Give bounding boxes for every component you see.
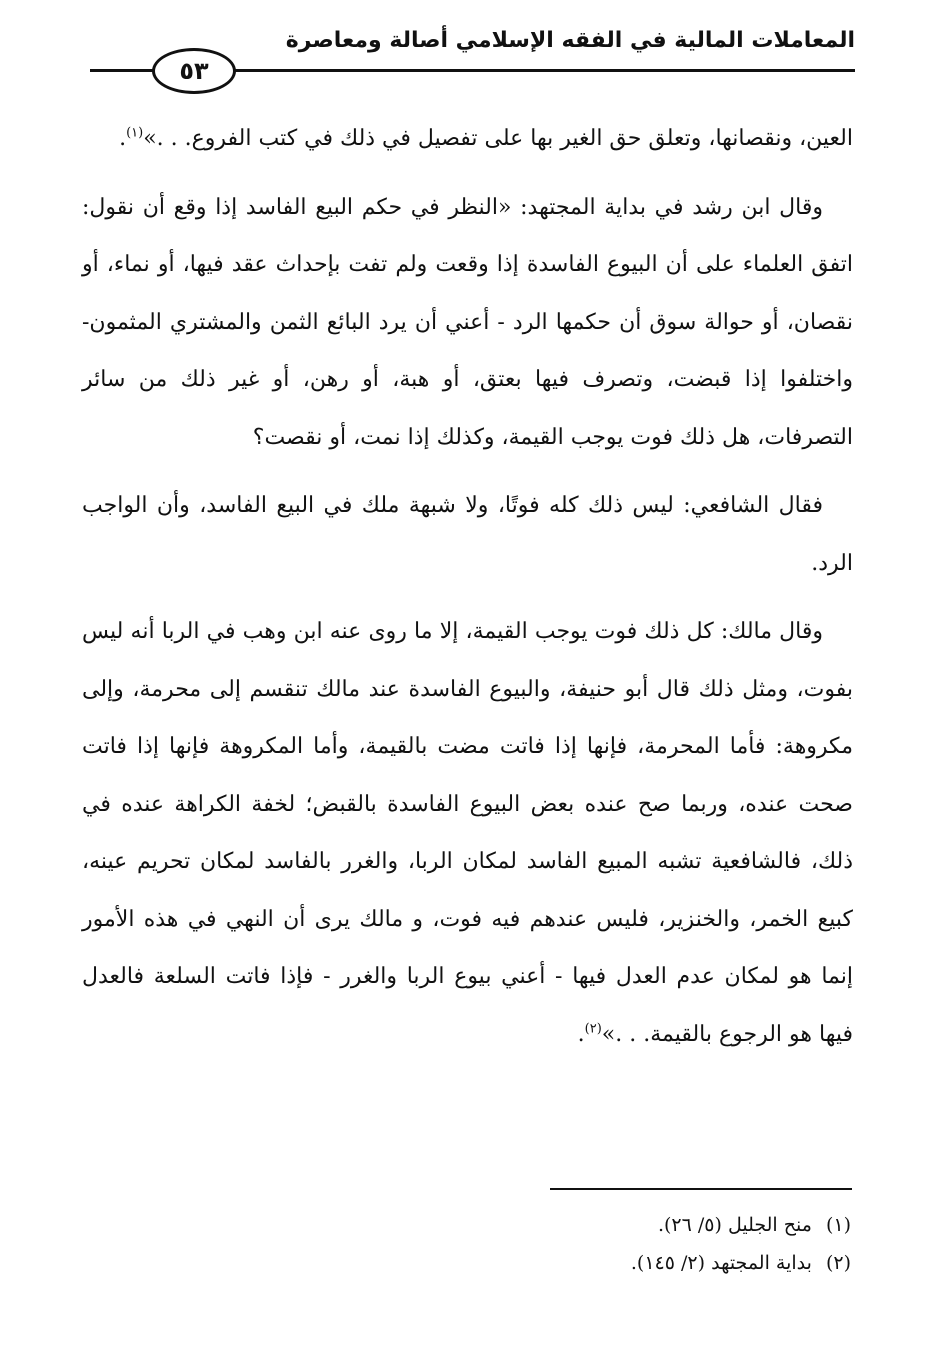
- footnote-2-number: (٢): [825, 1252, 851, 1274]
- running-title: المعاملات المالية في الفقه الإسلامي أصالة ومعاصرة: [285, 28, 855, 53]
- paragraph-4: [82, 603, 853, 1063]
- page-header: [70, 24, 855, 94]
- body-text: [82, 110, 853, 1074]
- footnote-separator: [550, 1188, 852, 1190]
- footnote-1-text: منح الجليل (٥/ ٢٦).: [657, 1214, 812, 1236]
- footnote-ref-2: (٢): [584, 1021, 602, 1037]
- paragraph-3: فقال الشافعي: ليس ذلك كله فوتًا، ولا شبهة ملك في البيع الفاسد، وأن الواجب الرد.: [82, 493, 853, 576]
- paragraph-4-end: .: [577, 1021, 585, 1047]
- page-number: ٥٣: [152, 48, 236, 94]
- paragraph-1: [82, 110, 853, 168]
- paragraph-1-text: العين، ونقصانها، وتعلق حق الغير بها على تفصيل في ذلك في كتب الفروع. . .»: [143, 126, 853, 151]
- paragraph-2: وقال ابن رشد في بداية المجتهد: «النظر في حكم البيع الفاسد إذا وقع أن نقول: اتفق العلماء على أن البيوع الفاسدة إذا وقعت ولم تفت بإحداث عقد فيها، أو نماء، أو نقصان، أو حوالة سوق أن حكمها الرد - أعني أن يرد البائع الثمن والمشتري المثمون- واختلفوا إذا قبضت، وتصرف فيها بعتق، أو هبة، أو رهن، أو غير ذلك من سائر التصرفات، هل ذلك فوت يوجب القيمة، وكذلك إذا نمت، أو نقصت؟: [82, 194, 853, 450]
- footnote-1: [151, 1206, 851, 1244]
- paragraph-1-end: .: [119, 126, 127, 151]
- footnotes: [151, 1206, 851, 1282]
- footnote-ref-1: (١): [126, 125, 144, 141]
- footnote-1-number: (١): [825, 1214, 851, 1236]
- footnote-2-text: بداية المجتهد (٢/ ١٤٥).: [630, 1252, 812, 1274]
- footnote-2: [151, 1244, 851, 1282]
- paragraph-4-text: وقال مالك: كل ذلك فوت يوجب القيمة، إلا ما روى عنه ابن وهب في الربا أنه ليس بفوت، ومثل ذلك قال أبو حنيفة، والبيوع الفاسدة عند مالك تنقسم إلى محرمة، وإلى مكروهة: فأما المحرمة، فإنها إذا فاتت مضت بالقيمة، وأما المكروهة فإنها إذا فاتت صحت عنده، وربما صح عنده بعض البيوع الفاسدة بالقبض؛ لخفة الكراهة عنده في ذلك، فالشافعية تشبه المبيع الفاسد لمكان الربا، والغرر بالفاسد لمكان تحريم عينه، كبيع الخمر، والخنزير، فليس عندهم فيه فوت، و مالك يرى أن النهي في هذه الأمور إنما هو لمكان عدم العدل فيها - أعني بيوع الربا والغرر - فإذا فاتت السلعة فالعدل فيها هو الرجوع بالقيمة. . .»: [82, 619, 853, 1047]
